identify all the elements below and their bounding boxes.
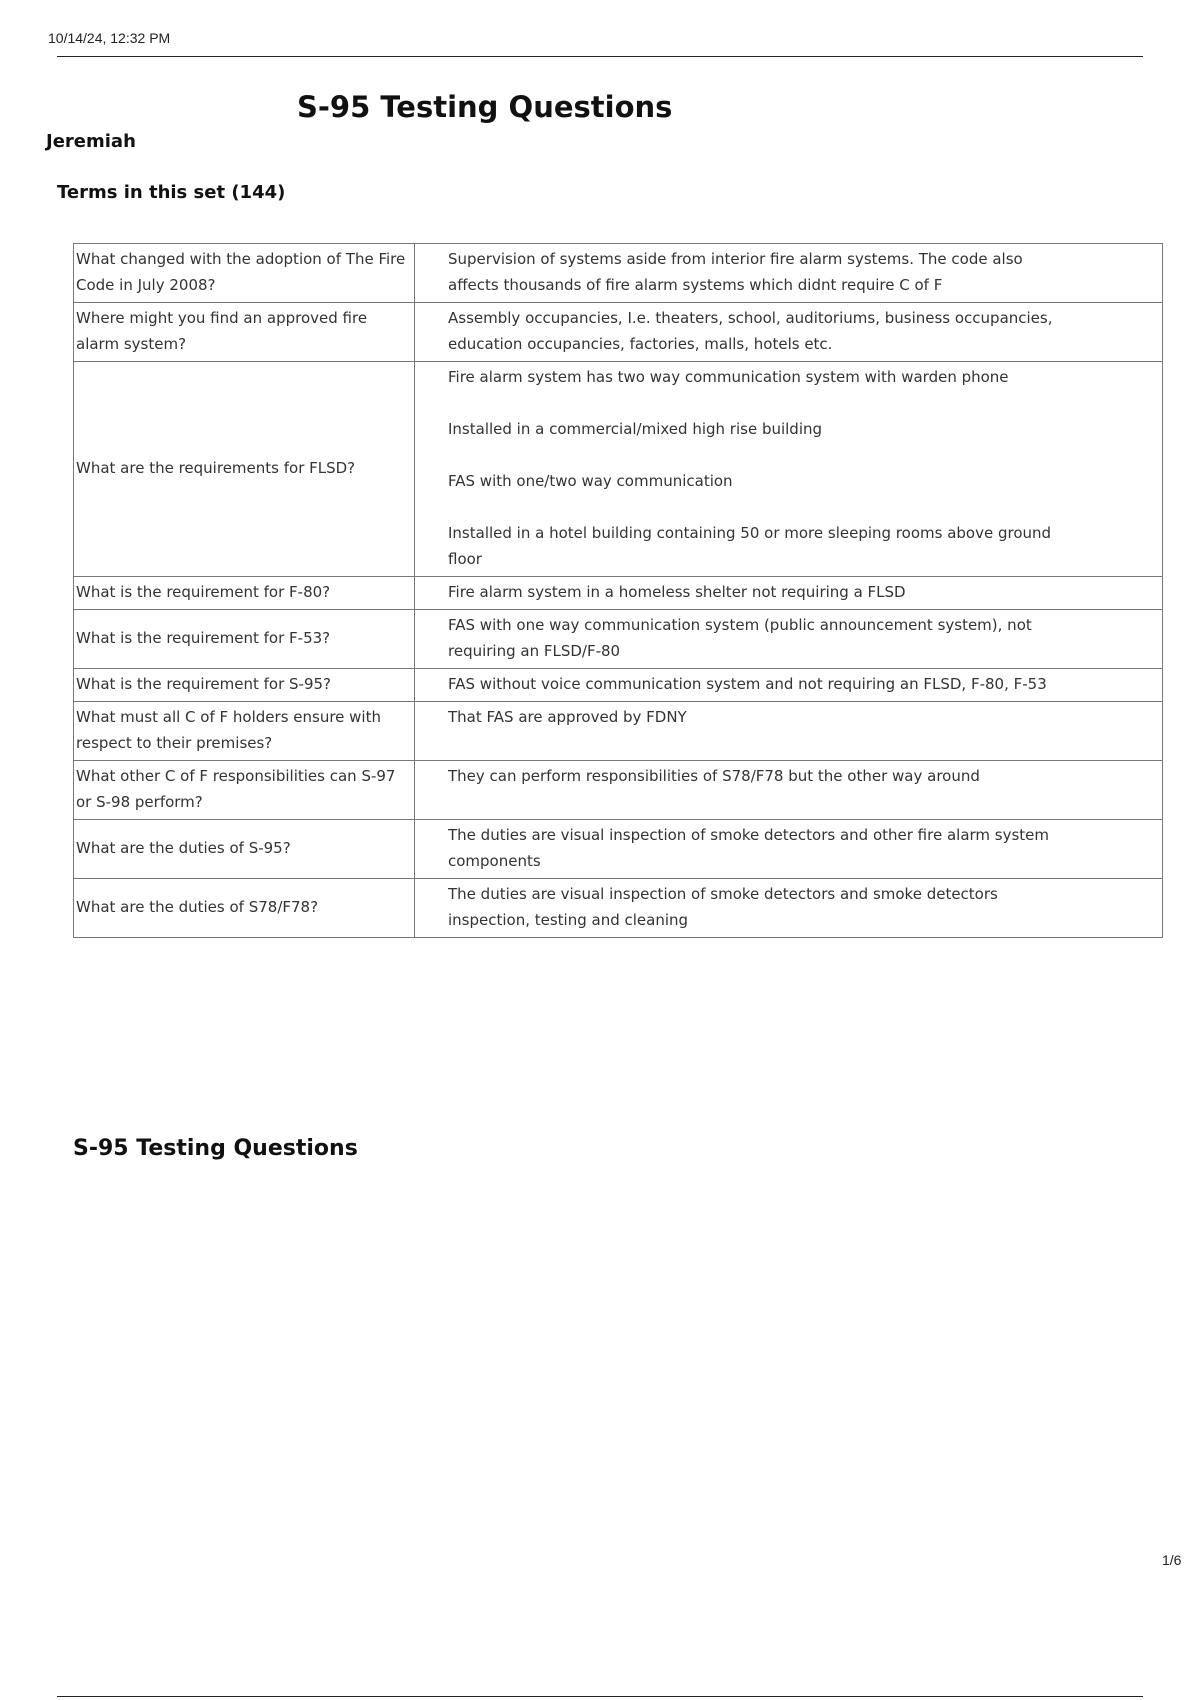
definition-text: Installed in a commercial/mixed high rise building: [448, 420, 823, 438]
definition-cell: [415, 303, 1163, 362]
table-row: [74, 820, 1163, 879]
term-cell: What must all C of F holders ensure with respect to their premises?: [74, 702, 415, 761]
table-row: [74, 702, 1163, 761]
definition-text: The duties are visual inspection of smoke detectors and smoke detectors inspection, testing and cleaning: [448, 885, 998, 929]
definition-text: They can perform responsibilities of S78/F78 but the other way around: [448, 767, 980, 785]
section-title: S-95 Testing Questions: [73, 1136, 358, 1161]
term-cell: What other C of F responsibilities can S-97 or S-98 perform?: [74, 761, 415, 820]
term-cell: What is the requirement for F-53?: [74, 610, 415, 669]
term-cell: What changed with the adoption of The Fire Code in July 2008?: [74, 244, 415, 303]
table-row: [74, 879, 1163, 938]
header-divider: [57, 56, 1143, 57]
page-title: S-95 Testing Questions: [297, 90, 673, 124]
definition-cell: [415, 669, 1163, 702]
table-row: [74, 761, 1163, 820]
table-row: [74, 244, 1163, 303]
definition-cell: [415, 820, 1163, 879]
definition-text: FAS with one way communication system (public announcement system), not requiring an FLSD/F-80: [448, 616, 1032, 660]
definition-text: Assembly occupancies, I.e. theaters, school, auditoriums, business occupancies, education occupancies, factories, malls, hotels etc.: [448, 309, 1053, 353]
table-row: [74, 610, 1163, 669]
page-number: 1/6: [1162, 1552, 1182, 1568]
definition-text: Fire alarm system in a homeless shelter not requiring a FLSD: [448, 583, 906, 601]
definition-cell: [415, 879, 1163, 938]
definition-cell: [415, 761, 1163, 820]
definition-cell: [415, 244, 1163, 303]
definition-text: Fire alarm system has two way communication system with warden phone: [448, 368, 1009, 386]
definition-text: The duties are visual inspection of smoke detectors and other fire alarm system components: [448, 826, 1050, 870]
term-cell: What are the requirements for FLSD?: [74, 362, 415, 577]
terms-table: [73, 243, 1163, 938]
table-row: [74, 669, 1163, 702]
definition-cell: [415, 610, 1163, 669]
footer-divider: [57, 1696, 1143, 1697]
definition-cell: [415, 702, 1163, 761]
author-name: Jeremiah: [46, 131, 136, 152]
print-timestamp: 10/14/24, 12:32 PM: [48, 30, 171, 46]
definition-text: That FAS are approved by FDNY: [448, 708, 687, 726]
definition-cell: [415, 362, 1163, 577]
definition-text: Installed in a hotel building containing 50 or more sleeping rooms above ground floor: [448, 524, 1052, 568]
term-cell: What is the requirement for S-95?: [74, 669, 415, 702]
definition-cell: [415, 577, 1163, 610]
definition-text: FAS with one/two way communication: [448, 472, 733, 490]
table-row: [74, 577, 1163, 610]
definition-text: Supervision of systems aside from interior fire alarm systems. The code also affects thousands of fire alarm systems which didnt require C of F: [448, 250, 1023, 294]
term-cell: What are the duties of S78/F78?: [74, 879, 415, 938]
term-cell: Where might you find an approved fire alarm system?: [74, 303, 415, 362]
terms-count-heading: Terms in this set (144): [57, 182, 286, 203]
table-row: [74, 362, 1163, 577]
term-cell: What is the requirement for F-80?: [74, 577, 415, 610]
table-row: [74, 303, 1163, 362]
term-cell: What are the duties of S-95?: [74, 820, 415, 879]
definition-text: FAS without voice communication system and not requiring an FLSD, F-80, F-53: [448, 675, 1047, 693]
